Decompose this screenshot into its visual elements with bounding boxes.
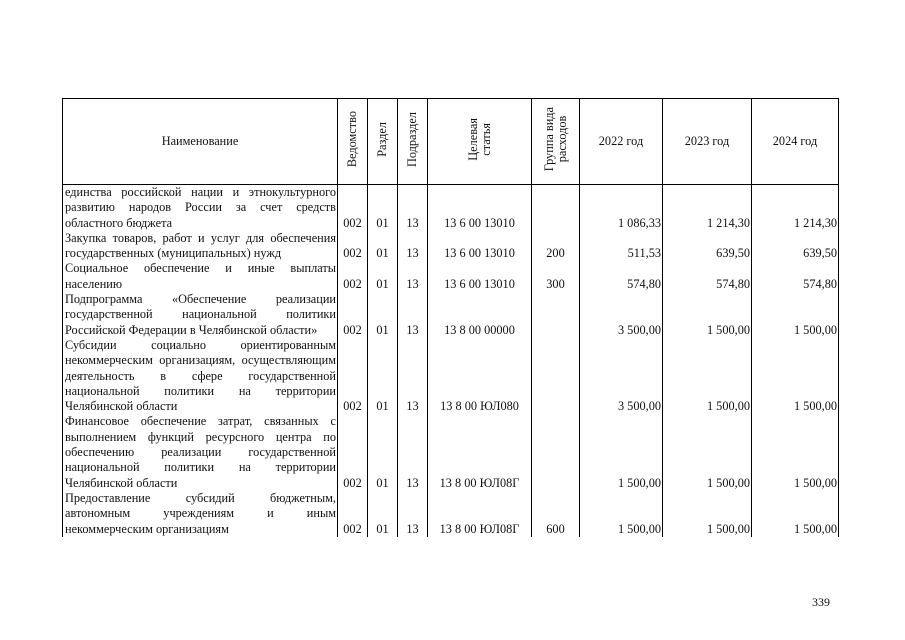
- cell-2024: 1 500,00: [752, 338, 839, 414]
- cell-target: 13 8 00 ЮЛ080: [428, 338, 532, 414]
- cell-razdel: 01: [368, 491, 398, 537]
- cell-name: Подпрограмма «Обеспечение реализации государственной национальной политики Российской Федерации в Челябинской области»: [63, 292, 338, 338]
- cell-2023: 574,80: [663, 261, 752, 292]
- cell-razdel: 01: [368, 261, 398, 292]
- cell-target: 13 8 00 00000: [428, 292, 532, 338]
- cell-podrazdel: 13: [398, 185, 428, 231]
- cell-2023: 1 214,30: [663, 185, 752, 231]
- header-target: Целевая статья: [428, 99, 532, 185]
- cell-2022: 511,53: [580, 231, 663, 262]
- cell-2022: 3 500,00: [580, 292, 663, 338]
- header-group: Группа вида расходов: [532, 99, 580, 185]
- cell-2022: 1 500,00: [580, 414, 663, 490]
- table-row: [63, 185, 839, 231]
- cell-podrazdel: 13: [398, 292, 428, 338]
- cell-vedomstvo: 002: [338, 292, 368, 338]
- cell-podrazdel: 13: [398, 491, 428, 537]
- cell-group: 200: [532, 231, 580, 262]
- cell-2023: 1 500,00: [663, 292, 752, 338]
- cell-name: Предоставление субсидий бюджетным, автономным учреждениям и иным некоммерческим организациям: [63, 491, 338, 537]
- cell-2023: 1 500,00: [663, 414, 752, 490]
- cell-2024: 1 500,00: [752, 491, 839, 537]
- cell-2024: 639,50: [752, 231, 839, 262]
- cell-vedomstvo: 002: [338, 414, 368, 490]
- table-row: [63, 231, 839, 262]
- cell-2024: 574,80: [752, 261, 839, 292]
- table-row: [63, 292, 839, 338]
- cell-target: 13 6 00 13010: [428, 185, 532, 231]
- cell-group: [532, 338, 580, 414]
- header-2024: 2024 год: [752, 99, 839, 185]
- cell-vedomstvo: 002: [338, 261, 368, 292]
- header-2023: 2023 год: [663, 99, 752, 185]
- cell-group: 600: [532, 491, 580, 537]
- header-razdel: Раздел: [368, 99, 398, 185]
- cell-vedomstvo: 002: [338, 185, 368, 231]
- cell-razdel: 01: [368, 185, 398, 231]
- cell-group: [532, 292, 580, 338]
- budget-table: [62, 98, 839, 537]
- cell-2022: 1 500,00: [580, 491, 663, 537]
- table-row: [63, 261, 839, 292]
- table-row: [63, 491, 839, 537]
- table-row: [63, 414, 839, 490]
- table-header-row: [63, 99, 839, 185]
- header-2022: 2022 год: [580, 99, 663, 185]
- cell-vedomstvo: 002: [338, 231, 368, 262]
- cell-target: 13 6 00 13010: [428, 231, 532, 262]
- page-number: 339: [812, 595, 830, 609]
- cell-vedomstvo: 002: [338, 491, 368, 537]
- cell-2024: 1 500,00: [752, 292, 839, 338]
- cell-razdel: 01: [368, 414, 398, 490]
- table-row: [63, 338, 839, 414]
- cell-razdel: 01: [368, 231, 398, 262]
- cell-group: 300: [532, 261, 580, 292]
- cell-target: 13 8 00 ЮЛ08Г: [428, 491, 532, 537]
- cell-podrazdel: 13: [398, 231, 428, 262]
- cell-target: 13 6 00 13010: [428, 261, 532, 292]
- header-vedomstvo: Ведомство: [338, 99, 368, 185]
- cell-2022: 1 086,33: [580, 185, 663, 231]
- header-podrazdel: Подраздел: [398, 99, 428, 185]
- cell-2024: 1 500,00: [752, 414, 839, 490]
- cell-name: Субсидии социально ориентированным некоммерческим организациям, осуществляющим деятельность в сфере государственной национальной политики на территории Челябинской области: [63, 338, 338, 414]
- cell-podrazdel: 13: [398, 414, 428, 490]
- cell-2023: 1 500,00: [663, 491, 752, 537]
- cell-razdel: 01: [368, 338, 398, 414]
- cell-2024: 1 214,30: [752, 185, 839, 231]
- header-name: Наименование: [63, 99, 338, 185]
- cell-2022: 3 500,00: [580, 338, 663, 414]
- cell-2023: 639,50: [663, 231, 752, 262]
- cell-vedomstvo: 002: [338, 338, 368, 414]
- table-body: [63, 185, 839, 537]
- cell-name: Социальное обеспечение и иные выплаты населению: [63, 261, 338, 292]
- cell-target: 13 8 00 ЮЛ08Г: [428, 414, 532, 490]
- cell-group: [532, 185, 580, 231]
- cell-name: Закупка товаров, работ и услуг для обеспечения государственных (муниципальных) нужд: [63, 231, 338, 262]
- cell-razdel: 01: [368, 292, 398, 338]
- cell-2023: 1 500,00: [663, 338, 752, 414]
- cell-group: [532, 414, 580, 490]
- cell-name: Финансовое обеспечение затрат, связанных с выполнением функций ресурсного центра по обеспечению реализации государственной национальной политики на территории Челябинской области: [63, 414, 338, 490]
- cell-podrazdel: 13: [398, 338, 428, 414]
- cell-podrazdel: 13: [398, 261, 428, 292]
- cell-name: единства российской нации и этнокультурного развитию народов России за счет средств областного бюджета: [63, 185, 338, 231]
- cell-2022: 574,80: [580, 261, 663, 292]
